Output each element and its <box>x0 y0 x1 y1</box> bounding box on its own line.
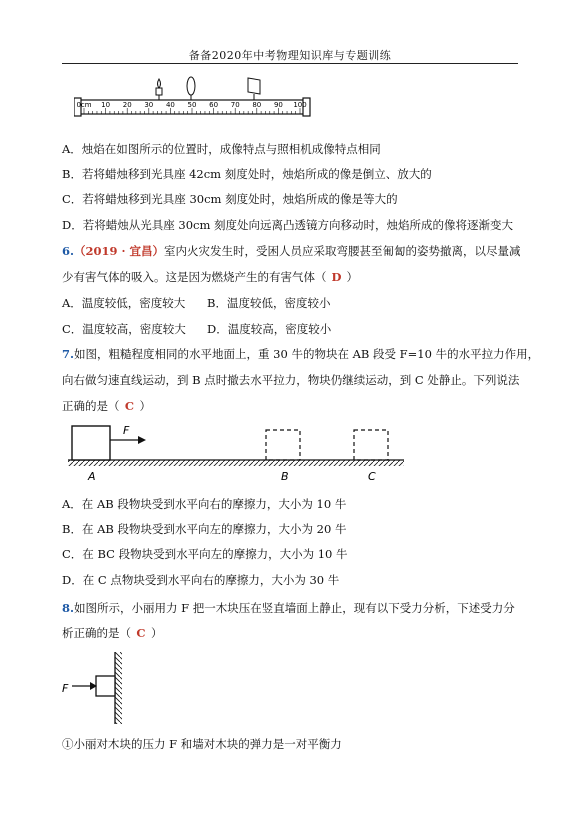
q6-stem-line-2 <box>62 269 358 285</box>
bench-tick-label: 0cm <box>76 101 92 109</box>
q5-option-b: B．若将蜡烛移到光具座 42cm 刻度处时，烛焰所成的像是倒立、放大的 <box>62 167 432 181</box>
q6-options-row-1 <box>62 295 330 311</box>
header-rule <box>62 63 518 64</box>
q7-answer: C <box>124 399 135 413</box>
block-motion-figure <box>68 422 404 484</box>
q6-stem-line-1 <box>62 243 521 259</box>
q6-options-row-2 <box>62 321 331 337</box>
block-at-b-dashed <box>266 430 300 460</box>
bench-tick-label: 10 <box>101 101 111 109</box>
bench-tick-label: 100 <box>293 101 307 109</box>
q8-stem-close: ） <box>151 626 163 640</box>
q7-number: 7. <box>62 347 75 361</box>
q6-stem-text-1: 室内火灾发生时，受困人员应采取弯腰甚至匍匐的姿势撤离，以尽量减 <box>164 244 521 258</box>
q7-stem-line-3 <box>62 398 151 414</box>
q5-option-a: A．烛焰在如图所示的位置时，成像特点与照相机成像特点相同 <box>62 142 381 156</box>
q5-option-c: C．若将蜡烛移到光具座 30cm 刻度处时，烛焰所成的像是等大的 <box>62 192 398 206</box>
q7-stem-close: ） <box>139 399 151 413</box>
q6-number: 6. <box>62 244 75 258</box>
q7-stem-text-3: 正确的是（ <box>62 399 120 413</box>
bench-tick-label: 70 <box>230 101 240 109</box>
q6-source: （2019 · 宜昌） <box>74 244 165 258</box>
q7-option-d: D．在 C 点物块受到水平向右的摩擦力，大小为 30 牛 <box>62 573 340 587</box>
bench-tick-label: 90 <box>273 101 283 109</box>
bench-tick-label: 30 <box>144 101 154 109</box>
q6-option-c: C．温度较高，密度较大 <box>62 322 186 336</box>
q6-option-b: B．温度较低，密度较小 <box>207 296 331 310</box>
q6-option-a: A．温度较低，密度较大 <box>62 296 186 310</box>
bench-tick-label: 40 <box>165 101 175 109</box>
ground-hatch <box>68 460 404 466</box>
page-header: 备备2020年中考物理知识库与专题训练 <box>188 49 392 62</box>
bench-tick-label: 20 <box>122 101 132 109</box>
point-a-label: A <box>88 470 96 483</box>
candle-icon <box>156 79 162 100</box>
q7-option-c: C．在 BC 段物块受到水平向左的摩擦力，大小为 10 牛 <box>62 547 348 561</box>
q7-stem-line-1 <box>62 346 539 362</box>
wall-block-figure <box>60 652 130 724</box>
q8-stem-line-2 <box>62 625 163 641</box>
q8-stem-text-1: 如图所示，小丽用力 F 把一木块压在竖直墙面上静止，现有以下受力分析，下述受力分 <box>74 601 515 615</box>
q8-item-1: ①小丽对木块的压力 F 和墙对木块的弹力是一对平衡力 <box>62 737 342 751</box>
block-at-a <box>72 426 110 460</box>
q7-option-a: A．在 AB 段物块受到水平向右的摩擦力，大小为 10 牛 <box>62 497 347 511</box>
wooden-block <box>96 676 115 696</box>
optical-bench-figure <box>74 74 312 124</box>
q7-option-b: B．在 AB 段物块受到水平向左的摩擦力，大小为 20 牛 <box>62 522 347 536</box>
q7-stem-line-2: 向右做匀速直线运动，到 B 点时撤去水平拉力，物块仍继续运动，到 C 处静止。下列说法 <box>62 373 520 387</box>
point-c-label: C <box>368 470 376 483</box>
q8-stem-line-1 <box>62 600 515 616</box>
q6-stem-text-2: 少有害气体的吸入。这是因为燃烧产生的有害气体（ <box>62 270 327 284</box>
q5-option-d: D．若将蜡烛从光具座 30cm 刻度处向远离凸透镜方向移动时，烛焰所成的像将逐渐变大 <box>62 218 514 232</box>
q6-option-d: D．温度较高，密度较小 <box>207 322 332 336</box>
q6-answer: D <box>331 270 342 284</box>
q7-force-label: F <box>123 424 130 437</box>
q8-stem-text-2: 析正确的是（ <box>62 626 131 640</box>
convex-lens-icon <box>187 77 195 100</box>
bench-tick-label: 80 <box>252 101 262 109</box>
wall-hatch <box>115 652 122 724</box>
q8-answer: C <box>136 626 146 640</box>
block-at-c-dashed <box>354 430 388 460</box>
point-b-label: B <box>281 470 289 483</box>
bench-tick-label: 50 <box>187 101 197 109</box>
q8-force-label: F <box>62 682 69 695</box>
q7-stem-text-1: 如图，粗糙程度相同的水平地面上，重 30 牛的物块在 AB 段受 F=10 牛的水平拉力作用， <box>74 347 540 361</box>
bench-tick-label: 60 <box>209 101 219 109</box>
q6-stem-close: ） <box>346 270 358 284</box>
force-arrowhead <box>138 436 146 444</box>
light-screen-icon <box>248 78 260 100</box>
q8-number: 8. <box>62 601 75 615</box>
